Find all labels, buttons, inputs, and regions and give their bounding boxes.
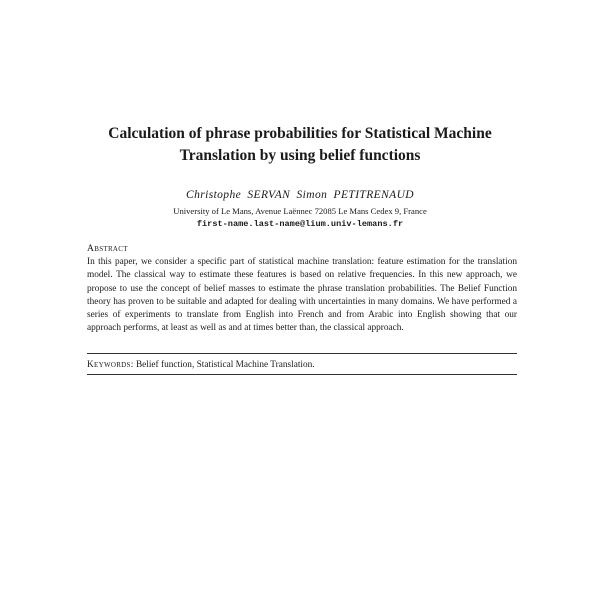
author-affiliation: University of Le Mans, Avenue Laënnec 72085 Le Mans Cedex 9, France [173, 206, 427, 216]
paper-title [60, 123, 540, 167]
paper-title-line-2: Translation by using belief functions [179, 147, 421, 164]
keywords-text: Belief function, Statistical Machine Translation. [135, 360, 315, 370]
abstract-text: In this paper, we consider a specific part of statistical machine translation: feature estimation for the translation model. The classical way to estimate these features is based on relative frequencies. In this new approach, we propose to use the concept of belief masses to estimate the phrase translation probabilities. The Belief Function theory has proven to be suitable and adapted for dealing with uncertainties in many domains. We have performed a series of experiments to translate from English into French and from Arabic into English showing that our approach performs, at least as well as and at times better than, the classical approach. [87, 257, 517, 334]
keywords-divider [87, 374, 517, 375]
author-email: first-name.last-name@lium.univ-lemans.fr [196, 219, 404, 229]
keywords-line [87, 360, 315, 370]
paper-title-line-1: Calculation of phrase probabilities for Statistical Machine [108, 125, 492, 142]
keywords-label: Keywords: [87, 360, 134, 370]
abstract-divider [87, 353, 517, 354]
paper-authors: Christophe SERVAN Simon PETITRENAUD [186, 189, 414, 201]
abstract-heading: Abstract [87, 243, 128, 254]
